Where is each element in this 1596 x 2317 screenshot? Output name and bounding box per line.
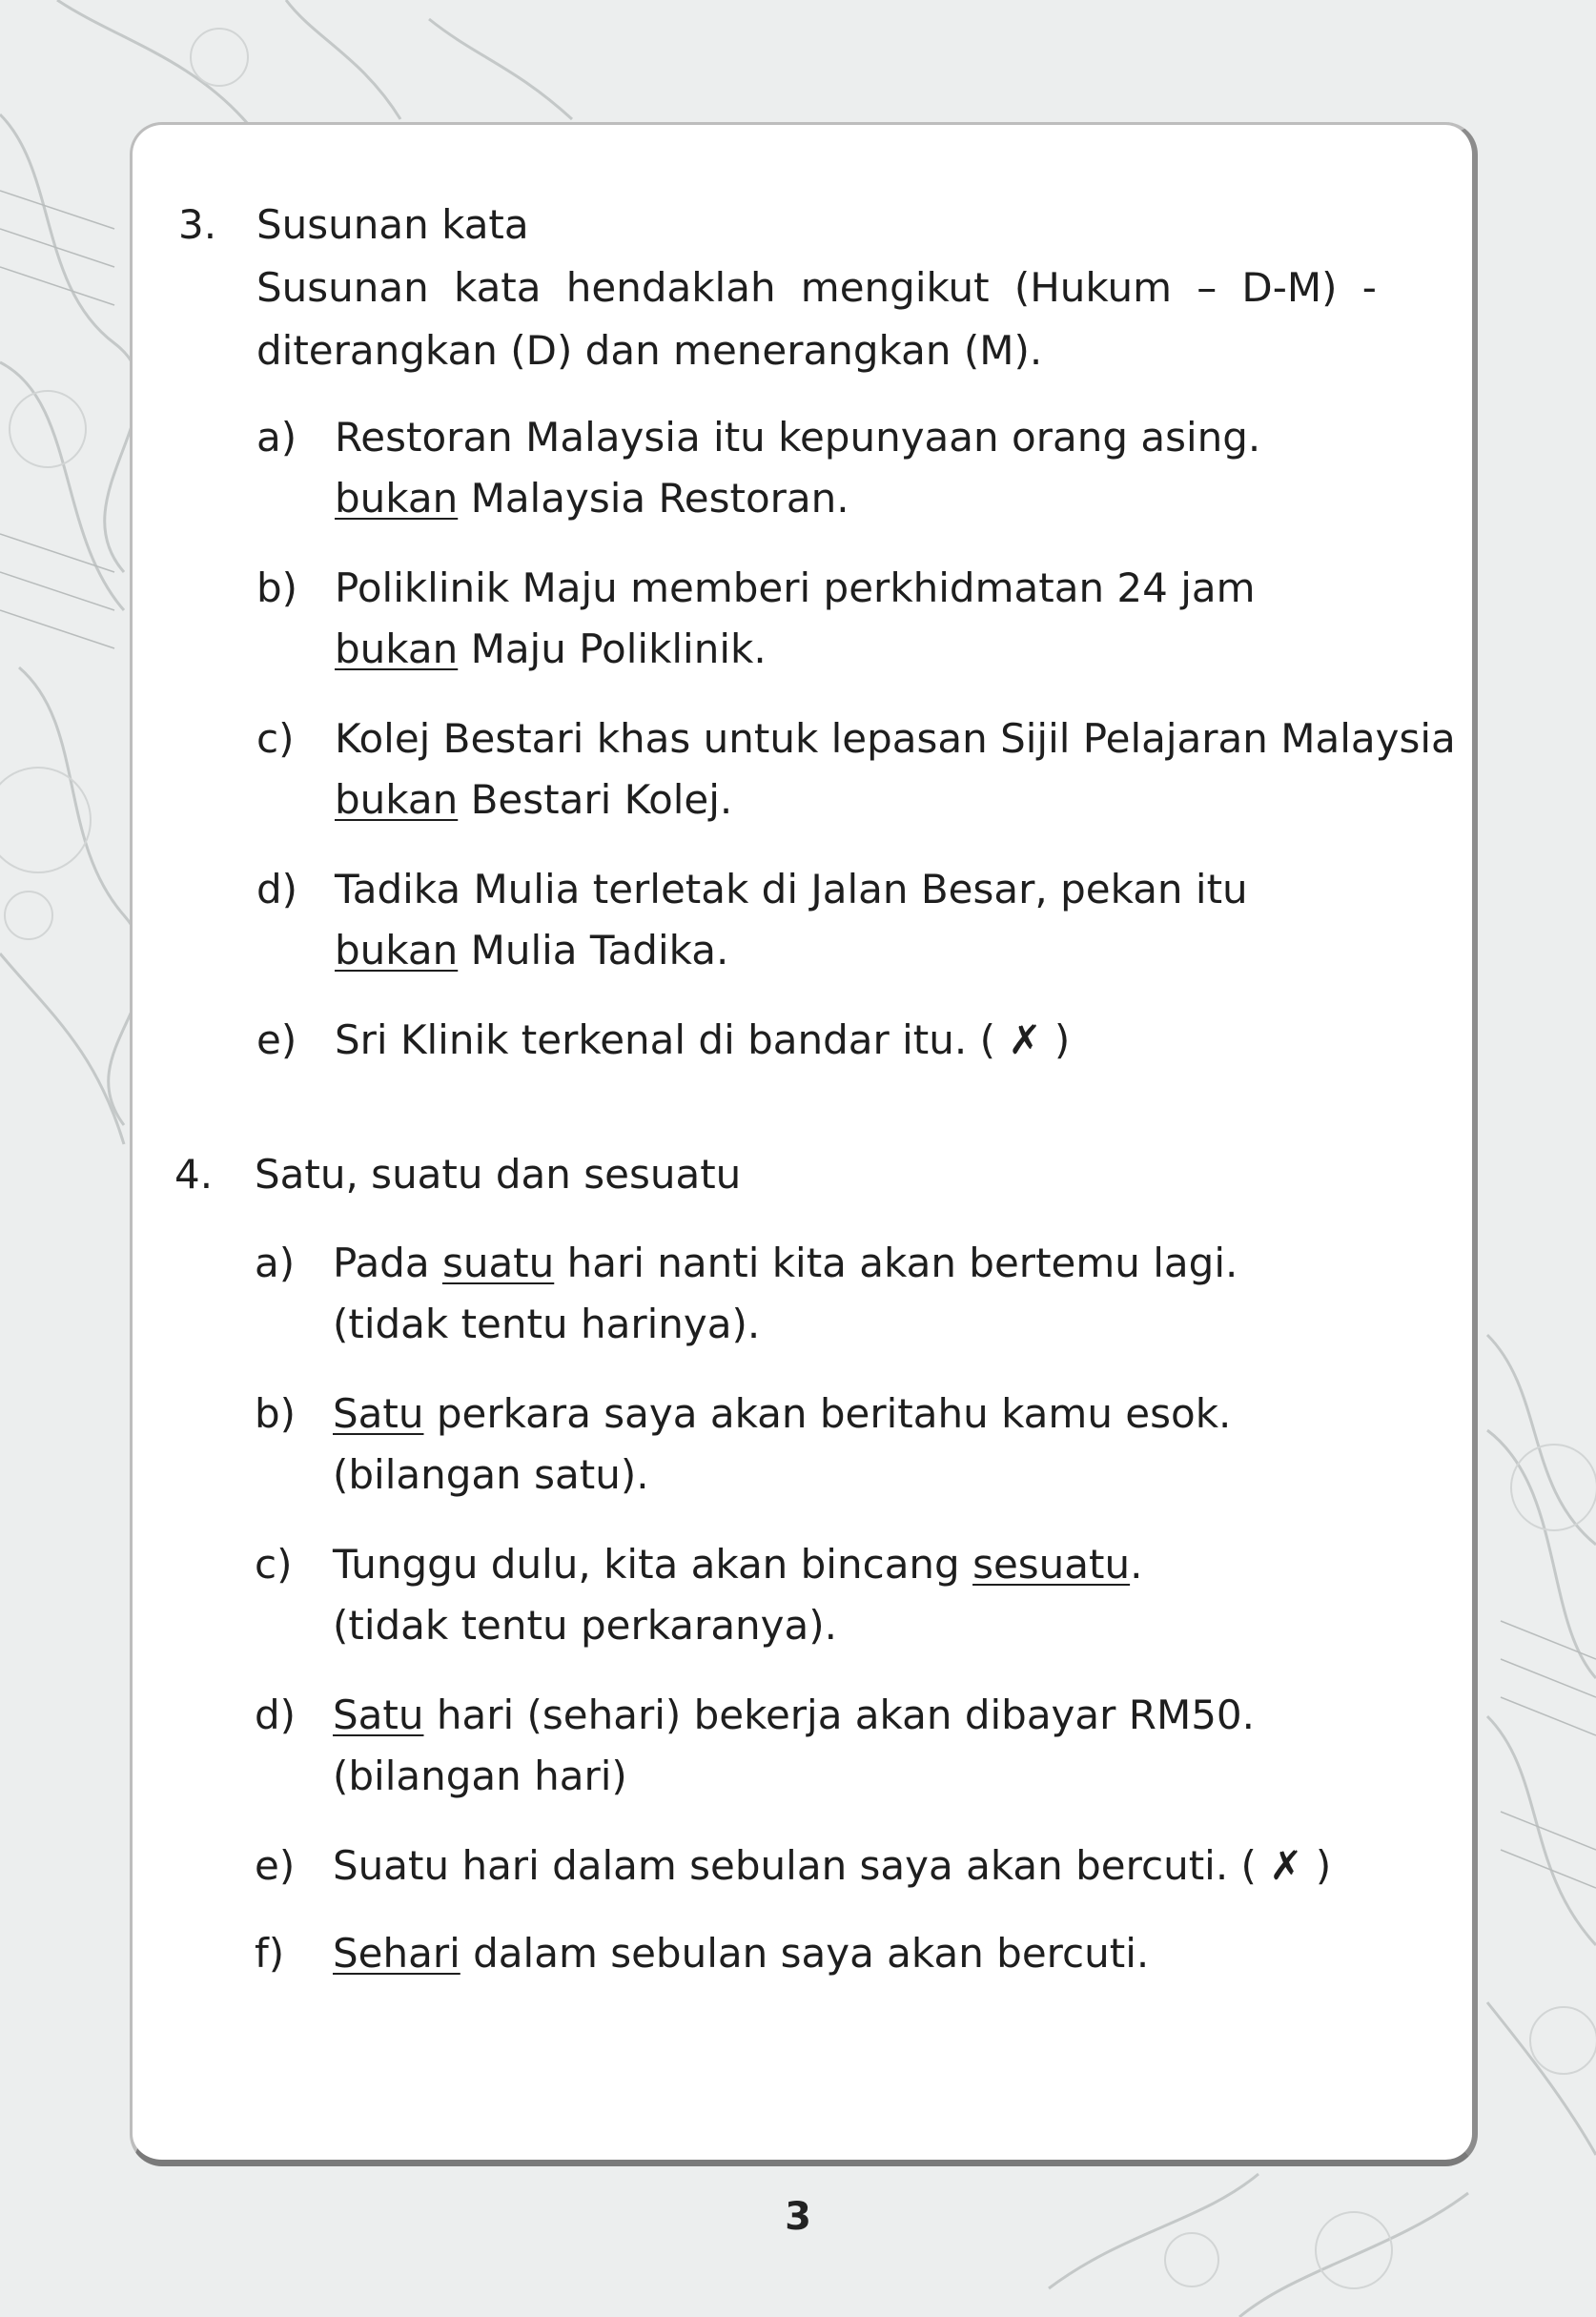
- section-4-heading: Satu, suatu dan sesuatu: [255, 1151, 742, 1198]
- section-3-intro: [256, 256, 1377, 382]
- underlined-word: bukan: [335, 927, 459, 974]
- section-3-intro-line1: Susunan kata hendaklah mengikut (Hukum – D-M) -: [256, 264, 1377, 311]
- underlined-word: bukan: [335, 475, 459, 522]
- underlined-word: Sehari: [333, 1930, 460, 1977]
- underlined-word: Satu: [333, 1692, 424, 1738]
- page-number: 3: [785, 2195, 811, 2239]
- section-3-heading: Susunan kata: [256, 201, 529, 248]
- cross-mark-icon: ✗: [1008, 1016, 1042, 1063]
- cross-mark-icon: ✗: [1269, 1842, 1303, 1889]
- underlined-word: sesuatu: [972, 1541, 1131, 1588]
- underlined-word: bukan: [335, 625, 459, 672]
- section-3-number: 3.: [178, 201, 217, 248]
- content-card: 3. Susunan kata Susunan kata hendaklah mengikut (Hukum – D-M) - diterangkan (D) dan menerangkan (M). a) Restoran Malaysia itu kepunyaan orang asing. bukan Malaysia Restoran. b) Poliklinik Maju memberi perkhidmatan 24 jam bukan Maju Poliklinik. c) Kolej Bestari khas untuk lepasan Sijil Pelajaran Malaysia bukan Bestari Kolej. d) Tadika Mulia terletak di Jalan Besar, pekan itu bukan Mulia Tadika. e) Sri Klinik terkenal di bandar itu. ( ✗ ) 4. Satu, suatu dan sesuatu a) Pada suatu hari nanti kita akan bertemu lagi. (tidak tentu harinya). b) Satu perkara saya akan beritahu kamu esok. (bilangan satu). c) Tunggu dulu, kita akan bincang sesuatu. (tidak tentu perkaranya). d) Satu hari (sehari) bekerja akan dibayar RM50. (bilangan hari) e) Suatu hari dalam sebulan saya akan bercuti. ( ✗ ) f) Sehari dalam sebulan saya akan bercuti.: [130, 122, 1478, 2166]
- underlined-word: suatu: [441, 1240, 555, 1286]
- section-3-intro-line2: diterangkan (D) dan menerangkan (M).: [256, 327, 1043, 374]
- section-4-number: 4.: [174, 1151, 214, 1198]
- underlined-word: bukan: [335, 776, 459, 823]
- underlined-word: Satu: [333, 1390, 424, 1437]
